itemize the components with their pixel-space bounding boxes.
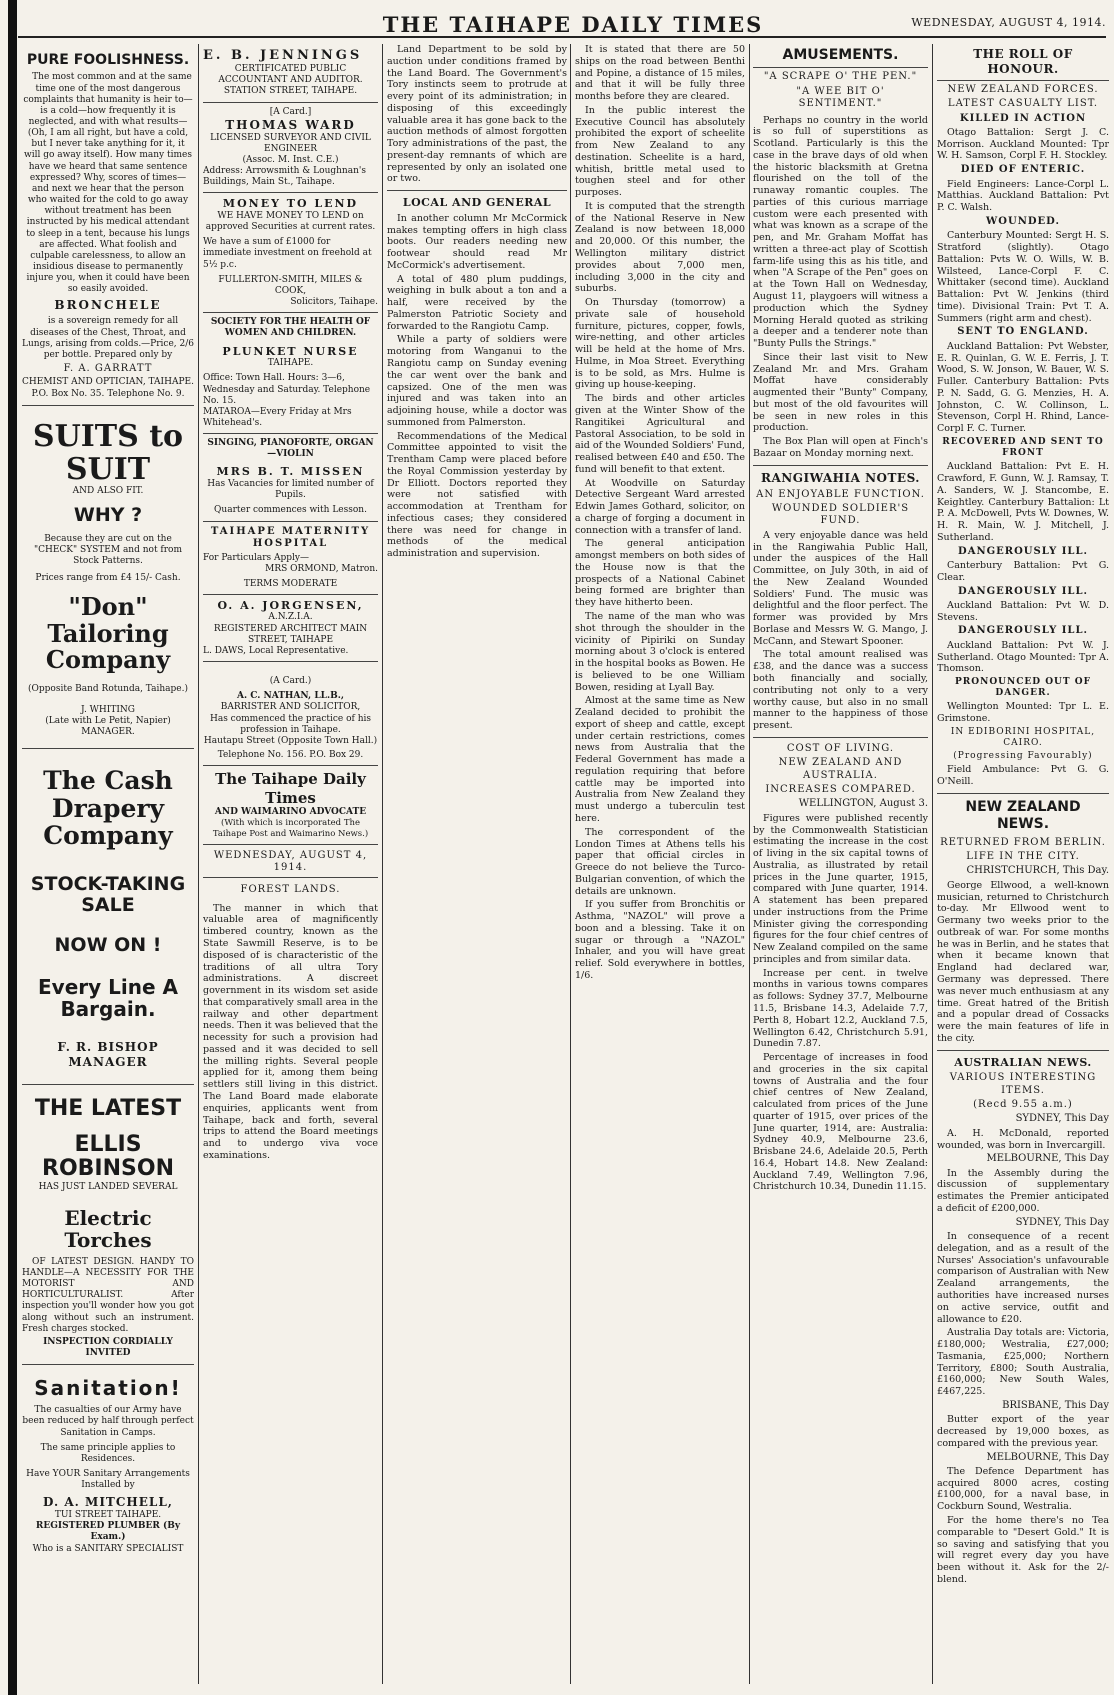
ad-body2: The same principle applies to Residences. <box>40 1442 176 1464</box>
card-body: Has commenced the practice of his profession in Taihape. <box>209 713 372 735</box>
died-heading: DIED OF ENTERIC. <box>960 164 1086 176</box>
ad-body3: Have YOUR Sanitary Arrangements Installed by <box>26 1468 190 1491</box>
card-nathan <box>203 662 378 766</box>
sent-body: Auckland Battalion: Pvt Webster, E. R. Quinlan, G. W. E. Ferris, J. T. Wood, S. W. Jonson, W. Bauer, W. S. Fuller. Canterbury Battalion: Pvts P. N. Sadd, G. G. Menzies, H. A. Johnston, C. W. Collinson, L. Stevenson, Corpl H. Rhind, Lance-Corpl F. C. Turner. <box>937 340 1109 435</box>
cost-sub: NEW ZEALAND AND AUSTRALIA. <box>778 757 903 781</box>
card-jennings <box>203 44 378 103</box>
paper-note: (With which is incorporated The Taihape Post and Waimarino News.) <box>212 818 369 840</box>
card-address: Hautapu Street (Opposite Town Hall.) <box>203 735 378 746</box>
card-label: (A Card.) <box>269 676 312 687</box>
rangiwahia-body: The total amount realised was £38, and the dance was a success both financially and socially, contributing not only to a very worthy cause, but also in no small manner to the happiness of those present. <box>753 649 928 732</box>
card-jorgensen <box>203 595 378 662</box>
news-item: If you suffer from Bronchitis or Asthma, "NAZOL" will prove a boon and a blessing. Take it on sugar or through a "NAZOL" Inhaler, and you will have great relief. Sold everywhere in bottles, 1/6. <box>575 899 745 981</box>
card-terms: TERMS MODERATE <box>243 578 338 589</box>
nz-dateline: CHRISTCHURCH, This Day. <box>966 865 1109 877</box>
card-body: Has Vacancies for limited number of Pupils. <box>207 479 374 501</box>
card-telephone: Telephone No. 156. P.O. Box 29. <box>217 749 364 760</box>
card-body: For Particulars Apply— <box>203 553 309 564</box>
card-maternity <box>203 522 378 595</box>
local-body: Recommendations of the Medical Committee appointed to visit the Trentham Camp were placed before the Royal Commission yesterday by Dr Elliott. Doctors reported they were not satisfied with accommodation at Trentham for infectious cases; they considered there was need for change in methods of the medical administration and supervision. <box>387 430 567 560</box>
article-body: The manner in which that valuable area of magnificently timbered country, known as the State Sawmill Reserve, is to be disposed of is characteristic of the traditions of all ultra Tory administrations. A discreet government in its wisdom set aside that comparatively small area in the railway and other department needs. Then it was believed that the necessity for such a provision had passed and it was decided to sell the milling rights. Several people applied for it, among them being settlers still living in this district. The Land Board made elaborate enquiries, applicants went from Taihape, back and forth, several trips to attend the Board meetings and to undergo viva voce examinations. <box>203 902 378 1161</box>
ad-now-on: NOW ON ! <box>54 934 162 957</box>
column-rule <box>382 44 383 1684</box>
column-3 <box>387 44 567 1689</box>
column-1 <box>22 44 194 1689</box>
nz-news-body: George Ellwood, a well-known musician, returned to Christchurch to-day. Mr Ellwood went to Germany two weeks prior to the outbreak of war. For some months he was in Berlin, and he states that when it became known that England had declared war, Germany was depressed. There was never much enthusiasm at any time. Great hatred of the British and a popular dread of Cossacks were the main features of life in the city. <box>937 879 1109 1044</box>
ad-company: The Cash Drapery Company <box>43 766 173 851</box>
aus-body: A. H. McDonald, reported wounded, was born in Invercargill. <box>937 1127 1109 1151</box>
aus-news-heading: AUSTRALIAN NEWS. <box>954 1055 1092 1069</box>
card-firm-role: Solicitors, Taihape. <box>290 297 378 308</box>
aus-dateline: MELBOURNE, This Day <box>986 1451 1109 1463</box>
recovered-heading: RECOVERED AND SENT TO FRONT <box>942 436 1104 459</box>
cost-sub2: INCREASES COMPARED. <box>765 783 916 795</box>
news-item: The name of the man who was shot through the shoulder in the vicinity of Pipiriki on Sunday morning about 3 o'clock is entered in the hospital books as Bowen. He is believed to be one William Bowen, residing at Lyall Bay. <box>575 610 745 693</box>
column-4 <box>575 44 745 1689</box>
cost-body: Increase per cent. in twelve months in various towns compares as follows: Sydney 37.7, Melbourne 11.5, Brisbane 14.3, Adelaide 7.7, Perth 8, Hobart 12.2, Auckland 7.5, Wellington 6.42, Christchurch 5.91, Dunedin 7.87. <box>753 967 928 1050</box>
card-label: [A Card.] <box>269 106 312 117</box>
column-2 <box>203 44 378 1689</box>
pronounced-heading: PRONOUNCED OUT OF DANGER. <box>955 677 1091 699</box>
separator <box>753 737 928 738</box>
card-name: O. A. JORGENSEN, <box>217 598 364 612</box>
newspaper-title: THE TAIHAPE DAILY TIMES <box>382 12 764 37</box>
card-name: TAIHAPE MATERNITY HOSPITAL <box>210 525 371 549</box>
egypt-sub: (Progressing Favourably) <box>953 751 1093 762</box>
issue-date: WEDNESDAY, AUGUST 4, 1914. <box>911 16 1106 29</box>
ad-don-tailoring <box>22 406 194 749</box>
ad-also: Who is a SANITARY SPECIALIST <box>32 1543 184 1554</box>
separator <box>937 1050 1109 1051</box>
card-heading: SOCIETY FOR THE HEALTH OF WOMEN AND CHILDREN. <box>210 317 371 339</box>
rangiwahia-sub2: WOUNDED SOLDIER'S FUND. <box>771 503 910 527</box>
card-heading: MONEY TO LEND <box>222 197 359 211</box>
card-cred: A.N.Z.I.A. <box>268 612 313 623</box>
ad-body: The most common and at the same time one of the most dangerous complaints that humanity is heir to—is a cold—how frequently it is neglected, and with what results—(Oh, I am all right, but have a cold, but I never take anything for it, it will go away itself). How many times have we heard that same sentence expressed? Why, scores of times—and next we hear that the person who waited for the cold to go away without treatment has been instructed by his medical attendant to sleep in a tent, because his lungs are affected. What foolish and culpable carelessness, to allow an insidious disease to permanently injure you, when it could have been so easily avoided. <box>23 72 193 295</box>
rangiwahia-body: A very enjoyable dance was held in the Rangiwahia Public Hall, under the auspices of the Hall Committee, on July 30th, in aid of the New Zealand Wounded Soldiers' Fund. The music was delightful and the floor perfect. The former was provided by Mrs Borlase and Messrs W. G. Mango, J. McCann, and Stewart Spooner. <box>753 529 928 647</box>
amusements-body: The Box Plan will open at Finch's Bazaar on Monday morning next. <box>753 436 928 459</box>
aus-dateline: BRISBANE, This Day <box>1002 1399 1109 1411</box>
aus-body: In the Assembly during the discussion of supplementary estimates the Premier anticipated a deficit of £200,000. <box>937 1167 1109 1214</box>
amusements-sub: "A SCRAPE O' THE PEN." <box>763 71 918 83</box>
aus-news-sub: VARIOUS INTERESTING ITEMS. <box>949 1072 1097 1096</box>
nz-news-sub: RETURNED FROM BERLIN. <box>940 836 1106 848</box>
card-place: TAIHAPE. <box>267 358 314 369</box>
egypt-body: Field Ambulance: Pvt G. G. O'Neill. <box>937 764 1109 788</box>
amusements-heading: AMUSEMENTS. <box>753 47 928 68</box>
danger-heading: DANGEROUSLY ILL. <box>958 545 1088 557</box>
aus-body: The Defence Department has acquired 8000 acres, costing £100,000, for a naval base, in Cockburn Sound, Westralia. <box>937 1465 1109 1513</box>
card-body2: MRS ORMOND, Matron. <box>265 564 378 575</box>
ad-headline: SUITS to SUIT <box>32 418 184 487</box>
ad-body: OF LATEST DESIGN. HANDY TO HANDLE—A NECESSITY FOR THE MOTORIST AND HORTICULTURALIST. After inspection you'll wonder how you got along without such an instrument. Fresh charges stocked. <box>22 1256 194 1334</box>
ad-sanitation <box>22 1365 194 1560</box>
news-item: It is computed that the strength of the National Reserve in New Zealand is now between 18,000 and 20,000. Of this number, the Wellington military district provides about 7,000 men, including 3,000 in the city and suburbs. <box>575 200 745 295</box>
rangiwahia-sub: AN ENJOYABLE FUNCTION. <box>756 488 925 500</box>
ad-item: Electric Torches <box>64 1205 152 1252</box>
card-address: STATION STREET, TAIHAPE. <box>223 86 358 97</box>
danger-body: Auckland Battalion: Pvt W. J. Sutherland. Otago Mounted: Tpr A. Thomson. <box>937 639 1109 675</box>
card-title: BARRISTER AND SOLICITOR, <box>220 702 361 713</box>
card-title: CERTIFICATED PUBLIC ACCOUNTANT AND AUDITOR. <box>218 64 363 86</box>
ad-location: (Opposite Band Rotunda, Taihape.) <box>28 683 188 694</box>
pronounced-body: Wellington Mounted: Tpr L. E. Grimstone. <box>937 701 1109 725</box>
ad-why: WHY ? <box>73 503 143 526</box>
ad-manager-title: MANAGER. <box>81 727 135 737</box>
recovered-body: Auckland Battalion: Pvt E. H. Crawford, F. Gunn, W. J. Ramsay, T. A. Sanders, W. J. Stancombe, E. Keightley. Canterbury Battalion: Lt P. A. McDowell, Pvts W. Downes, W. H. R. Main, W. J. Mitchell, J. Sutherland. <box>937 461 1109 543</box>
card-money-to-lend <box>203 193 378 313</box>
ad-manager: J. WHITING <box>81 704 135 715</box>
card-name: E. B. JENNINGS <box>203 48 363 63</box>
card-name: A. C. NATHAN, LL.B., <box>236 691 344 702</box>
cost-dateline: WELLINGTON, August 3. <box>798 798 928 810</box>
column-rule <box>570 44 571 1684</box>
aus-body: For the home there's no Tea comparable to "Desert Gold." It is so saving and satisfying that you will regret every day you have been without it. Ask for the 2/- blend. <box>937 1515 1109 1585</box>
ad-headline: Sanitation! <box>34 1376 182 1401</box>
cost-heading: COST OF LIVING. <box>786 742 895 754</box>
killed-heading: KILLED IN ACTION <box>959 112 1087 124</box>
egypt-heading: IN EDIBORINI HOSPITAL, CAIRO. <box>950 726 1096 749</box>
card-body2: Quarter commences with Lesson. <box>214 505 367 516</box>
ad-desc: is a sovereign remedy for all diseases of the Chest, Throat, and Lungs, arising from colds.—Price, 2/6 per bottle. Prepared only by <box>22 316 194 360</box>
separator <box>753 465 928 466</box>
card-body2: MATAROA—Every Friday at Mrs Whitehead's. <box>203 406 352 428</box>
card-body: Office: Town Hall. Hours: 3—6, Wednesday and Saturday. Telephone No. 15. <box>203 373 371 406</box>
roll-sub: NEW ZEALAND FORCES. <box>947 83 1099 95</box>
ad-sub: AND ALSO FIT. <box>72 485 144 496</box>
column-rule <box>198 44 199 1684</box>
card-assoc: (Assoc. M. Inst. C.E.) <box>242 154 339 165</box>
ad-address: TUI STREET TAIHAPE. <box>54 1510 162 1521</box>
ad-trade: REGISTERED PLUMBER (By Exam.) <box>35 1521 181 1543</box>
card-address: Address: Arrowsmith & Loughnan's Buildings, Main St., Taihape. <box>203 166 366 188</box>
article-body: Land Department to be sold by auction under conditions framed by the Land Board. The Government's Tory instincts seem to protrude at every point of its administration; in disposing of this exceedingly valuable area it has gone back to the auction methods of almost forgotten Tory administrations of the past, the present-day remnants of which are represented by only an isolated one or two. <box>387 44 567 185</box>
news-item: On Thursday (tomorrow) a private sale of household furniture, pictures, copper, fowls, wire-netting, and other articles will be held at the home of Mrs. Hulme, in Moa Street. Everything is to be sold, as Mrs. Hulme is giving up house-keeping. <box>575 297 745 391</box>
ad-bronchele <box>22 44 194 406</box>
local-body: While a party of soldiers were motoring from Wanganui to the Rangiotu camp on Sunday evening the car went over the bank and capsized. One of the men was injured and was taken into an adjoining house, while a doctor was summoned from Palmerston. <box>387 334 567 428</box>
paper-sub: AND WAIMARINO ADVOCATE <box>214 807 367 818</box>
danger-body: Auckland Battalion: Pvt W. D. Stevens. <box>937 599 1109 623</box>
aus-body: Butter export of the year decreased by 19,000 boxes, as compared with the previous year. <box>937 1414 1109 1449</box>
nz-news-heading: NEW ZEALAND NEWS. <box>965 798 1081 833</box>
ad-invite: INSPECTION CORDIALLY INVITED <box>43 1336 173 1359</box>
local-body: In another column Mr McCormick makes tempting offers in high class boots. Our readers needing new footwear should read Mr McCormick's advertisement. <box>387 212 567 271</box>
card-plunket <box>203 313 378 434</box>
local-heading: LOCAL AND GENERAL <box>402 196 552 210</box>
column-5 <box>753 44 928 1689</box>
card-title: REGISTERED ARCHITECT MAIN STREET, TAIHAPE <box>213 623 368 645</box>
column-rule <box>932 44 933 1684</box>
column-6 <box>937 44 1109 1689</box>
news-item: The general anticipation amongst members on both sides of the House now is that the prospects of a National Cabinet being formed are brighter than they have hitherto been. <box>575 538 745 609</box>
ad-manager-note: (Late with Le Petit, Napier) <box>45 715 171 726</box>
card-missen <box>203 434 378 521</box>
died-body: Field Engineers: Lance-Corpl L. Matthias. Auckland Battalion: Pvt P. C. Walsh. <box>937 178 1109 214</box>
card-heading: SINGING, PIANOFORTE, ORGAN—VIOLIN <box>207 438 374 460</box>
paper-date: WEDNESDAY, AUGUST 4, 1914. <box>203 847 378 879</box>
card-name: PLUNKET NURSE <box>222 344 359 358</box>
masthead <box>18 10 1106 38</box>
amusements-body: Since their last visit to New Zealand Mr. and Mrs. Graham Moffat have considerably augmented their "Bunty" Company, but most of the old favourites will be seen in new roles in this production. <box>753 351 928 434</box>
ad-sub: HAS JUST LANDED SEVERAL <box>38 1181 178 1192</box>
local-body: A total of 480 plum puddings, weighing in bulk about a ton and a half, were received by the Palmerston Patriotic Society and forwarded to the Rangiotu Camp. <box>387 273 567 332</box>
cost-body: Figures were published recently by the Commonwealth Statistician estimating the increase in the cost of living in the six capital towns of Australia, as illustrated by retail prices in the June quarter, 1915, compared with June quarter, 1914. A statement has been prepared under instructions from the Prime Minister giving the corresponding figures for the four chief centres of New Zealand compiled on the same principles and from similar data. <box>753 812 928 965</box>
news-item: In the public interest the Executive Council has absolutely prohibited the export of scheelite from New Zealand to any destination. Scheelite is a hard, whitish, brittle metal used to toughen steel and for other purposes. <box>575 104 745 199</box>
ad-company: ELLIS ROBINSON <box>42 1132 174 1182</box>
ad-trade: CHEMIST AND OPTICIAN, TAIHAPE. <box>22 377 194 388</box>
amusements-body: Perhaps no country in the world is so full of superstitions as Scotland. Particularly is this the case in the brave days of old when the historic blacksmith at Gretna flourished on the toll of the runaway romantic couples. The parties of this curious marriage custom were each presented with what was known as a scrape of the pen, and Mr. Graham Moffat has written a three-act play of Scottish farm-life using this as his title, and when "A Scrape of the Pen" goes on at the Town Hall on Wednesday, August 11, playgoers will witness a production which the Sydney Morning Herald quoted as striking a deeper and a tenderer note than "Bunty Pulls the Strings." <box>753 114 928 350</box>
aus-dateline: SYDNEY, This Day <box>1015 1113 1109 1125</box>
article-heading: FOREST LANDS. <box>240 884 341 896</box>
ad-price: Prices range from £4 15/- Cash. <box>35 573 181 584</box>
cost-body: Percentage of increases in food and groceries in the six capital towns of Australia and the four chief centres of New Zealand, calculated from prices of the June quarter of 1915, over prices of the June quarter, 1914, are: Australia: Sydney 40.9, Melbourne 23.6, Brisbane 24.6, Adelaide 20.5, Perth 16.4, Hobart 14.8. New Zealand: Auckland 7.49, Wellington 7.96, Christchurch 10.34, Dunedin 11.15. <box>753 1052 928 1193</box>
separator <box>387 190 567 191</box>
separator <box>937 793 1109 794</box>
column-rule <box>749 44 750 1684</box>
ad-name: F. A. GARRATT <box>63 362 153 374</box>
ad-contact: P.O. Box No. 35. Telephone No. 9. <box>31 388 185 399</box>
ad-ellis-robinson <box>22 1085 194 1365</box>
nz-news-sub2: LIFE IN THE CITY. <box>966 851 1080 863</box>
aus-body: Australia Day totals are: Victoria, £180,000; Westralia, £27,000; Tasmania, £25,000; Northern Territory, £800; South Australia, £160,000; New South Wales, £467,225. <box>937 1327 1109 1398</box>
card-firm: FULLERTON-SMITH, MILES & COOK, <box>218 274 363 296</box>
danger-body: Canterbury Battalion: Pvt G. Clear. <box>937 560 1109 583</box>
wounded-heading: WOUNDED. <box>986 215 1060 227</box>
card-body2: We have a sum of £1000 for immediate investment on freehold at 5½ p.c. <box>203 237 372 270</box>
aus-dateline: SYDNEY, This Day <box>1015 1216 1109 1228</box>
paper-nameplate <box>203 766 378 844</box>
sent-heading: SENT TO ENGLAND. <box>957 326 1089 338</box>
card-name: THOMAS WARD <box>225 117 356 132</box>
news-item: Almost at the same time as New Zealand decided to prohibit the export of sheep and cattle, except under certain restrictions, comes news from Australia that the Federal Government has made a regulation requiring that before cattle may be imported into Australia from New Zealand they must undergo a tuberculin test here. <box>575 695 745 824</box>
card-ward <box>203 103 378 194</box>
danger-heading: DANGEROUSLY ILL. <box>958 625 1088 637</box>
ad-cash-drapery <box>22 749 194 1085</box>
aus-received: (Recd 9.55 a.m.) <box>973 1099 1073 1110</box>
danger-heading: DANGEROUSLY ILL. <box>958 585 1088 597</box>
card-name: MRS B. T. MISSEN <box>216 465 365 479</box>
ad-product: BRONCHELE <box>54 298 162 313</box>
news-item: At Woodville on Saturday Detective Sergeant Ward arrested Edwin James Gothard, solicitor, on a charge of forging a document in connection with a transfer of land. <box>575 477 745 536</box>
ad-name: D. A. MITCHELL, <box>43 1495 173 1510</box>
amusements-sub: "A WEE BIT O' SENTIMENT." <box>796 85 885 110</box>
ad-headline: PURE FOOLISHNESS. <box>26 52 190 68</box>
news-item: The birds and other articles given at the Winter Show of the Rangitikei Agricultural and Pastoral Association, to be sold in aid of the Wounded Soldiers' Fund, realised between £40 and £50. The fund will benefit to that extent. <box>575 393 745 475</box>
ad-body: The casualties of our Army have been reduced by half through perfect Sanitation in Camps. <box>22 1405 194 1438</box>
wounded-body: Canterbury Mounted: Sergt H. S. Stratford (slightly). Otago Battalion: Pvts W. O. Wills, W. B. Wilsteed, Lance-Corpl F. C. Whittaker (second time). Auckland Battalion: Pvt W. Jenkins (third time). Divisional Train: Pvt T. A. Summers (right arm and chest). <box>937 230 1109 324</box>
rangiwahia-heading: RANGIWAHIA NOTES. <box>761 470 920 485</box>
ad-company: "Don" Tailoring Company <box>45 592 171 675</box>
card-body: WE HAVE MONEY TO LEND on approved Securities at current rates. <box>205 211 376 233</box>
aus-dateline: MELBOURNE, This Day <box>986 1153 1109 1165</box>
ad-every-line: Every Line A Bargain. <box>38 975 178 1022</box>
ad-manager: F. R. BISHOP MANAGER <box>57 1040 159 1070</box>
roll-sub2: LATEST CASUALTY LIST. <box>947 98 1099 110</box>
page-edge-bar <box>8 0 17 1695</box>
roll-heading: THE ROLL OF HONOUR. <box>937 47 1109 81</box>
ad-body: Because they are cut on the "CHECK" SYSTEM and not from Stock Patterns. <box>33 533 183 567</box>
card-rep: L. DAWS, Local Representative. <box>203 645 349 656</box>
ad-headline: THE LATEST <box>34 1096 182 1122</box>
aus-body: In consequence of a recent delegation, and as a result of the Nurses' Association's unfavourable comparison of Australian with New Zealand arrangements, the authorities have increased nurses on active service, outfit and allowance to £20. <box>937 1231 1109 1325</box>
news-item: It is stated that there are 50 ships on the road between Benthi and Popine, a distance of 15 miles, and that it will be fully three months before they are cleared. <box>575 44 745 103</box>
ad-sale: STOCK-TAKING SALE <box>30 872 186 916</box>
card-title: LICENSED SURVEYOR AND CIVIL ENGINEER <box>210 132 371 154</box>
killed-body: Otago Battalion: Sergt J. C. Morrison. Auckland Mounted: Tpr W. H. Samson, Corpl F. H. Stockley. <box>937 126 1109 162</box>
news-item: The correspondent of the London Times at Athens tells his paper that official circles in Greece do not believe the Turco-Bulgarian convention, of which the details are unknown. <box>575 826 745 897</box>
paper-name: The Taihape Daily Times <box>215 770 366 807</box>
